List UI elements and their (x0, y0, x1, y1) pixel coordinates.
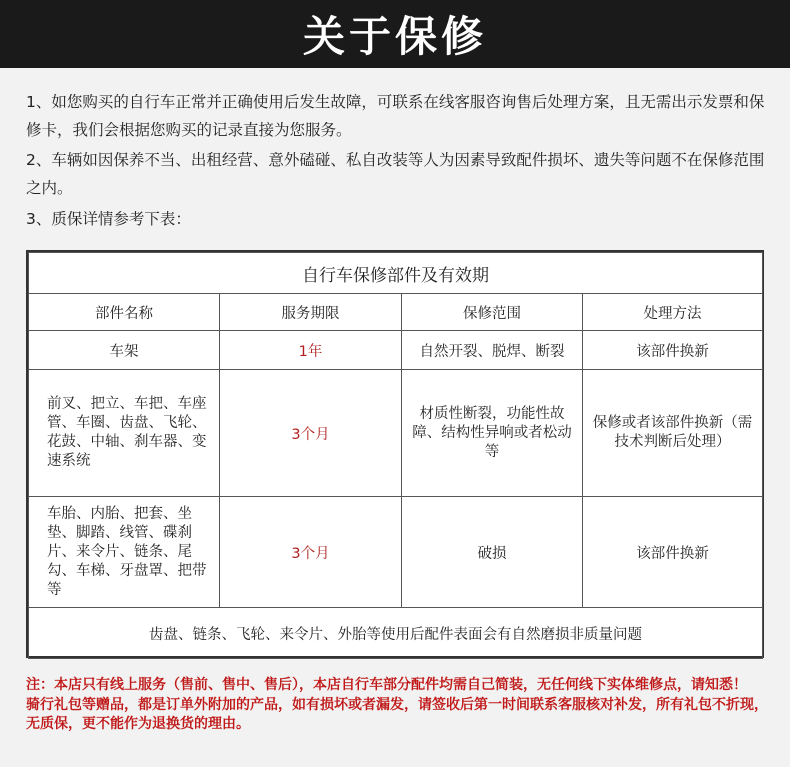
notice (26, 676, 770, 735)
cell-method: 保修或者该部件换新（需技术判断后处理） (583, 370, 763, 497)
table-title: 自行车保修部件及有效期 (29, 253, 763, 294)
page-title: 关于保修 (302, 12, 487, 61)
header-period: 服务期限 (220, 294, 402, 331)
paragraph-3: 3、质保详情参考下表： (26, 210, 191, 228)
table-header-row (29, 294, 763, 331)
table-title-row (29, 253, 763, 294)
table-footer-row (29, 608, 763, 659)
table-footer-note: 齿盘、链条、飞轮、来令片、外胎等使用后配件表面会有自然磨损非质量问题 (29, 608, 763, 659)
paragraph-1: 1、如您购买的自行车正常并正确使用后发生故障，可联系在线客服咨询售后处理方案，且无需出示发票和保修卡，我们会根据您购买的记录直接为您服务。 (26, 93, 765, 139)
paragraph-2: 2、车辆如因保养不当、出租经营、意外磕碰、私自改装等人为因素导致配件损坏、遗失等问题不在保修范围之内。 (26, 151, 765, 197)
cell-method: 该部件换新 (583, 331, 763, 370)
cell-period: 3个月 (220, 497, 402, 608)
cell-scope: 破损 (402, 497, 583, 608)
header-scope: 保修范围 (402, 294, 583, 331)
table-row (29, 497, 763, 608)
cell-scope: 材质性断裂，功能性故障、结构性异响或者松动等 (402, 370, 583, 497)
page-header (0, 0, 790, 68)
notice-line-2: 骑行礼包等赠品，都是订单外附加的产品，如有损坏或者漏发，请签收后第一时间联系客服核对补发，所有礼包不折现，无质保，更不能作为退换货的理由。 (26, 696, 768, 732)
cell-parts: 前叉、把立、车把、车座管、车圈、齿盘、飞轮、花鼓、中轴、刹车器、变速系统 (29, 370, 220, 497)
cell-parts: 车胎、内胎、把套、坐垫、脚踏、线管、碟刹片、来令片、链条、尾勾、车梯、牙盘罩、把带等 (29, 497, 220, 608)
header-parts: 部件名称 (29, 294, 220, 331)
table-row (29, 370, 763, 497)
header-method: 处理方法 (583, 294, 763, 331)
table-row (29, 331, 763, 370)
notice-line-1: 注：本店只有线上服务（售前、售中、售后），本店自行车部分配件均需自己简装，无任何线下实体维修点，请知悉！ (26, 677, 747, 693)
cell-method: 该部件换新 (583, 497, 763, 608)
warranty-table (26, 250, 764, 658)
cell-period: 3个月 (220, 370, 402, 497)
cell-scope: 自然开裂、脱焊、断裂 (402, 331, 583, 370)
cell-parts: 车架 (29, 331, 220, 370)
cell-period: 1年 (220, 331, 402, 370)
